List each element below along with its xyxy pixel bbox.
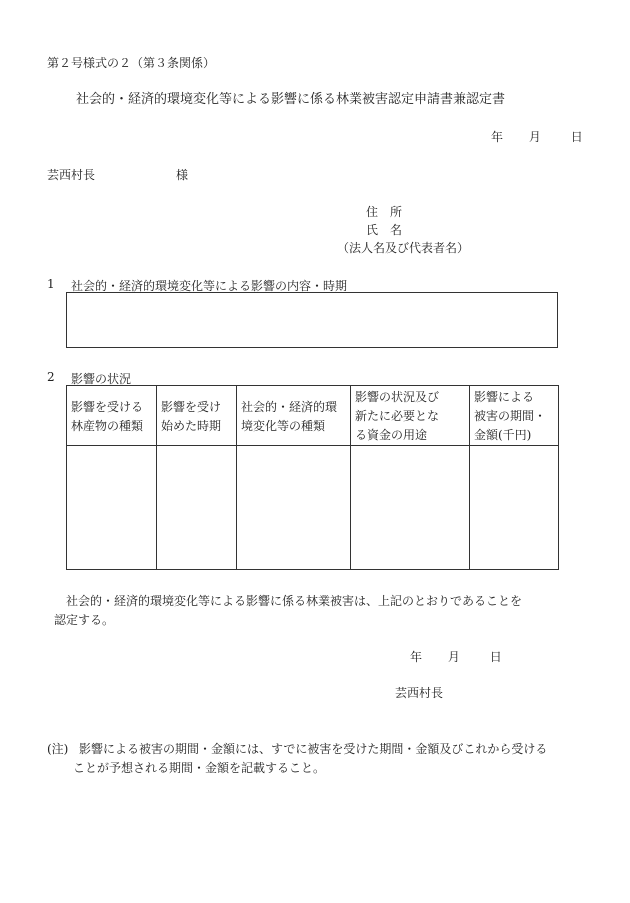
applicant-address-label: 住 所 xyxy=(366,205,403,219)
applicant-corp-note: （法人名及び代表者名） xyxy=(337,241,470,255)
table-cell[interactable] xyxy=(351,446,470,570)
date-month: 月 xyxy=(528,130,541,144)
section1-title: 社会的・経済的環境変化等による影響の内容・時期 xyxy=(71,279,348,293)
date-month: 月 xyxy=(447,650,460,664)
application-date xyxy=(491,128,583,145)
column-header xyxy=(351,386,470,446)
note-line2: ことが予想される期間・金額を記載すること。 xyxy=(73,761,326,775)
form-number: 第２号様式の２（第３条関係） xyxy=(47,56,216,70)
addressee-honorific: 様 xyxy=(176,168,189,182)
column-header-label: 影響を受け 始めた時期 xyxy=(161,400,222,433)
column-header xyxy=(157,386,237,446)
date-day: 日 xyxy=(570,130,583,144)
table-cell[interactable] xyxy=(470,446,559,570)
section1-number: 1 xyxy=(47,277,55,291)
date-year: 年 xyxy=(491,130,504,144)
column-header-label: 影響を受ける 林産物の種類 xyxy=(71,400,144,433)
section2-number: 2 xyxy=(47,370,55,384)
date-year: 年 xyxy=(410,650,423,664)
section1-entry-box[interactable] xyxy=(66,292,558,348)
addressee-name: 芸西村長 xyxy=(47,168,96,182)
applicant-name-label: 氏 名 xyxy=(366,223,403,237)
table-cell[interactable] xyxy=(67,446,157,570)
impact-table xyxy=(66,385,559,570)
column-header xyxy=(67,386,157,446)
column-header xyxy=(237,386,351,446)
certification-date xyxy=(410,648,502,665)
table-cell[interactable] xyxy=(157,446,237,570)
note-label: (注) xyxy=(47,742,69,756)
date-day: 日 xyxy=(489,650,502,664)
table-header-row xyxy=(67,386,559,446)
section2-title: 影響の状況 xyxy=(71,372,132,386)
table-row xyxy=(67,446,559,570)
certification-signer: 芸西村長 xyxy=(395,686,444,700)
certification-line2: 認定する。 xyxy=(54,613,115,627)
page-title: 社会的・経済的環境変化等による影響に係る林業被害認定申請書兼認定書 xyxy=(76,92,506,107)
note-line1: 影響による被害の期間・金額には、すでに被害を受けた期間・金額及びこれから受ける xyxy=(79,742,548,756)
table-cell[interactable] xyxy=(237,446,351,570)
column-header xyxy=(470,386,559,446)
column-header-label: 影響の状況及び 新たに必要とな る資金の用途 xyxy=(355,390,440,442)
certification-line1: 社会的・経済的環境変化等による影響に係る林業被害は、上記のとおりであることを xyxy=(66,594,523,608)
column-header-label: 影響による 被害の期間・ 金額(千円) xyxy=(474,390,547,442)
column-header-label: 社会的・経済的環 境変化等の種類 xyxy=(241,400,338,433)
